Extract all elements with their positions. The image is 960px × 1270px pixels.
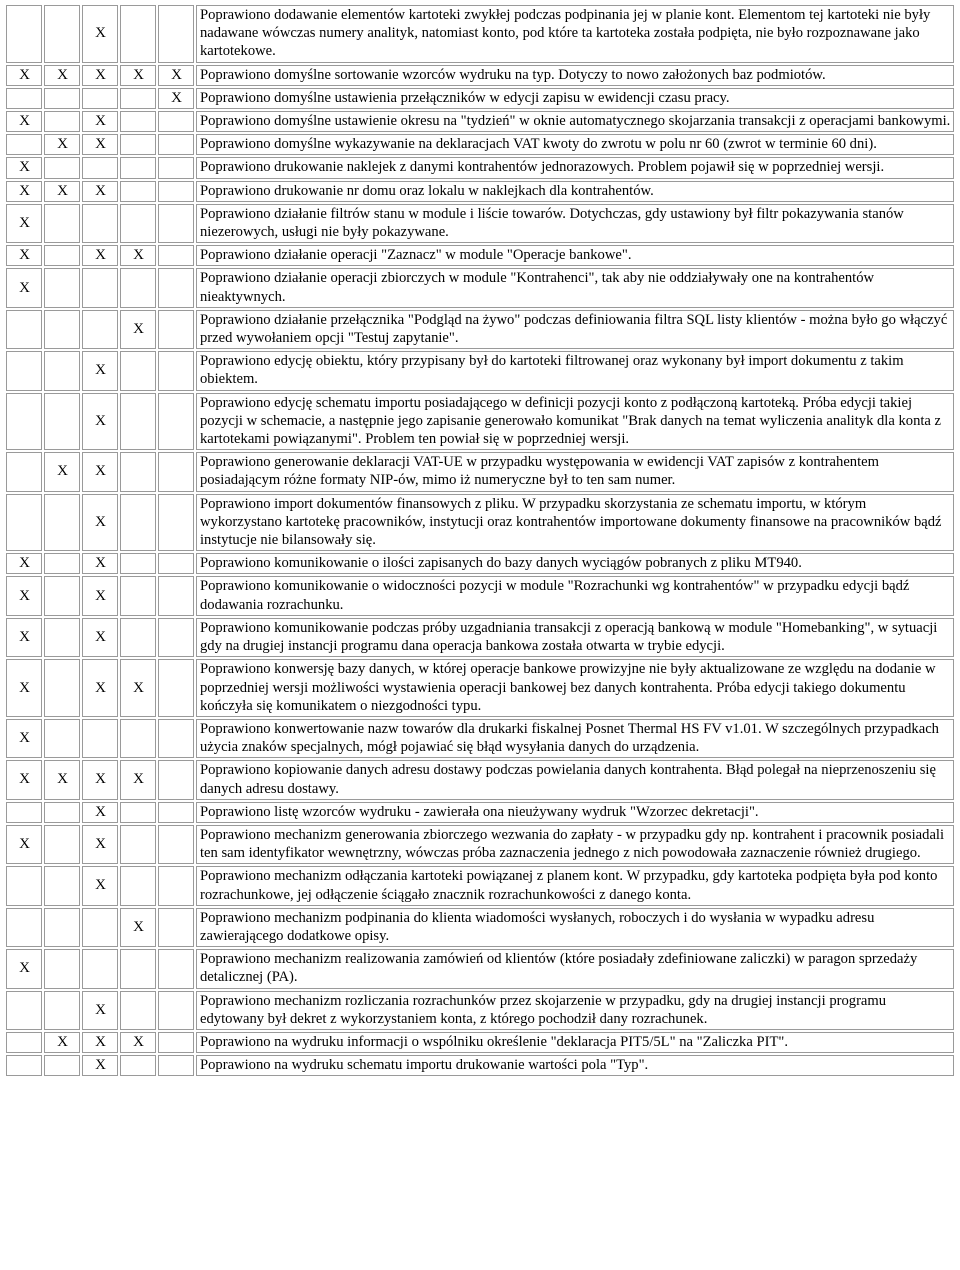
- changelog-row: [6, 908, 954, 947]
- version-mark-cell: [158, 825, 194, 864]
- changelog-row: [6, 65, 954, 86]
- version-mark-cell: X: [120, 1032, 156, 1053]
- changelog-row: [6, 88, 954, 109]
- version-mark-cell: [120, 393, 156, 451]
- version-mark-cell: [158, 1032, 194, 1053]
- version-mark-cell: [158, 134, 194, 155]
- version-mark-cell: [44, 157, 80, 178]
- changelog-row: [6, 134, 954, 155]
- version-mark-cell: [158, 553, 194, 574]
- version-mark-cell: [44, 245, 80, 266]
- version-mark-cell: X: [82, 1055, 118, 1076]
- change-description: Poprawiono domyślne ustawienie okresu na "tydzień" w oknie automatycznego skojarzania transakcji z operacjami bankowymi.: [196, 111, 954, 132]
- change-description: Poprawiono domyślne sortowanie wzorców wydruku na typ. Dotyczy to nowo założonych baz podmiotów.: [196, 65, 954, 86]
- version-mark-cell: X: [44, 760, 80, 799]
- version-mark-cell: [120, 866, 156, 905]
- change-description: Poprawiono konwersję bazy danych, w której operacje bankowe prowizyjne nie były aktualizowane ze względu na dodanie w poprzedniej wersji możliwości wystawienia operacji bankowej bez danych kontrahenta. Próba edycji takiego dokumentu kończyła się komunikatem o niezgodności typu.: [196, 659, 954, 717]
- change-description: Poprawiono drukowanie naklejek z danymi kontrahentów jednorazowych. Problem pojawił się w poprzedniej wersji.: [196, 157, 954, 178]
- version-mark-cell: X: [6, 719, 42, 758]
- version-mark-cell: [158, 157, 194, 178]
- changelog-row: [6, 181, 954, 202]
- version-mark-cell: [6, 1032, 42, 1053]
- version-mark-cell: [120, 157, 156, 178]
- changelog-rows: [6, 5, 954, 1076]
- version-mark-cell: X: [82, 134, 118, 155]
- change-description: Poprawiono mechanizm generowania zbiorczego wezwania do zapłaty - w przypadku gdy np. kontrahent i pracownik posiadali ten sam identyfikator wewnętrzny, wówczas próba zaznaczenia jednego z nich powodowała zaznaczenie również drugiego.: [196, 825, 954, 864]
- version-mark-cell: [44, 866, 80, 905]
- changelog-row: [6, 157, 954, 178]
- version-mark-cell: [158, 351, 194, 390]
- changelog-row: [6, 351, 954, 390]
- change-description: Poprawiono mechanizm realizowania zamówień od klientów (które posiadały zdefiniowane zaliczki) w paragon sprzedaży detalicznej (PA).: [196, 949, 954, 988]
- version-mark-cell: [82, 268, 118, 307]
- changelog-row: [6, 825, 954, 864]
- version-mark-cell: [120, 553, 156, 574]
- version-mark-cell: X: [82, 452, 118, 491]
- version-mark-cell: [82, 908, 118, 947]
- version-mark-cell: X: [120, 245, 156, 266]
- version-mark-cell: [120, 576, 156, 615]
- version-mark-cell: X: [6, 576, 42, 615]
- version-mark-cell: X: [44, 134, 80, 155]
- version-mark-cell: [44, 576, 80, 615]
- version-mark-cell: [44, 719, 80, 758]
- version-mark-cell: [82, 204, 118, 243]
- version-mark-cell: [120, 452, 156, 491]
- version-mark-cell: [120, 825, 156, 864]
- changelog-row: [6, 5, 954, 63]
- changelog-row: [6, 310, 954, 349]
- version-mark-cell: X: [82, 659, 118, 717]
- version-mark-cell: X: [120, 659, 156, 717]
- change-description: Poprawiono działanie operacji "Zaznacz" w module "Operacje bankowe".: [196, 245, 954, 266]
- version-mark-cell: [120, 134, 156, 155]
- changelog-row: [6, 659, 954, 717]
- version-mark-cell: [6, 88, 42, 109]
- version-mark-cell: [44, 204, 80, 243]
- change-description: Poprawiono na wydruku schematu importu drukowanie wartości pola "Typ".: [196, 1055, 954, 1076]
- version-mark-cell: [158, 310, 194, 349]
- version-mark-cell: X: [6, 111, 42, 132]
- version-mark-cell: [120, 949, 156, 988]
- version-mark-cell: [158, 719, 194, 758]
- version-mark-cell: [44, 618, 80, 657]
- changelog-row: [6, 1032, 954, 1053]
- version-mark-cell: [6, 908, 42, 947]
- change-description: Poprawiono mechanizm podpinania do klienta wiadomości wysłanych, roboczych i do wysłania w wypadku adresu zawierającego dodatkowe opisy.: [196, 908, 954, 947]
- version-mark-cell: X: [44, 181, 80, 202]
- version-mark-cell: [6, 452, 42, 491]
- changelog-table: [4, 3, 956, 1078]
- version-mark-cell: X: [82, 65, 118, 86]
- version-mark-cell: X: [6, 204, 42, 243]
- version-mark-cell: [120, 1055, 156, 1076]
- version-mark-cell: X: [82, 991, 118, 1030]
- version-mark-cell: [44, 88, 80, 109]
- version-mark-cell: [120, 991, 156, 1030]
- version-mark-cell: [120, 802, 156, 823]
- changelog-row: [6, 111, 954, 132]
- version-mark-cell: X: [158, 65, 194, 86]
- version-mark-cell: [120, 494, 156, 552]
- version-mark-cell: X: [6, 245, 42, 266]
- version-mark-cell: [82, 310, 118, 349]
- version-mark-cell: X: [120, 908, 156, 947]
- version-mark-cell: [44, 908, 80, 947]
- version-mark-cell: [158, 866, 194, 905]
- version-mark-cell: [6, 802, 42, 823]
- version-mark-cell: [6, 991, 42, 1030]
- change-description: Poprawiono edycję schematu importu posiadającego w definicji pozycji konto z podłączoną kartoteką. Próba edycji takiej pozycji w schemacie, a następnie jego zapisanie generowało komunikat "Brak danych na temat wyliczenia analityk dla konta z kartotekami powiązanymi". Problem ten powiał się w poprzedniej wersji.: [196, 393, 954, 451]
- change-description: Poprawiono komunikowanie o widoczności pozycji w module "Rozrachunki wg kontrahentów" w przypadku edycji bądź dodawania rozrachunku.: [196, 576, 954, 615]
- version-mark-cell: [44, 494, 80, 552]
- version-mark-cell: X: [44, 65, 80, 86]
- version-mark-cell: [158, 949, 194, 988]
- version-mark-cell: [44, 310, 80, 349]
- version-mark-cell: X: [82, 351, 118, 390]
- version-mark-cell: X: [120, 760, 156, 799]
- change-description: Poprawiono działanie przełącznika "Podgląd na żywo" podczas definiowania filtra SQL listy klientów - można było go włączyć przed wywołaniem opcji "Testuj zapytanie".: [196, 310, 954, 349]
- change-description: Poprawiono kopiowanie danych adresu dostawy podczas powielania danych kontrahenta. Błąd polegał na nieprzenoszeniu się danych adresu dostawy.: [196, 760, 954, 799]
- version-mark-cell: [158, 576, 194, 615]
- version-mark-cell: [44, 825, 80, 864]
- version-mark-cell: [6, 393, 42, 451]
- version-mark-cell: X: [158, 88, 194, 109]
- version-mark-cell: [44, 268, 80, 307]
- change-description: Poprawiono generowanie deklaracji VAT-UE w przypadku występowania w ewidencji VAT zapisów z kontrahentem posiadającym różne formaty NIP-ów, mimo iż numeryczne był to ten sam numer.: [196, 452, 954, 491]
- changelog-row: [6, 991, 954, 1030]
- version-mark-cell: X: [6, 268, 42, 307]
- version-mark-cell: X: [6, 65, 42, 86]
- version-mark-cell: [82, 157, 118, 178]
- version-mark-cell: [44, 659, 80, 717]
- changelog-row: [6, 760, 954, 799]
- version-mark-cell: X: [6, 553, 42, 574]
- version-mark-cell: [120, 618, 156, 657]
- version-mark-cell: [82, 949, 118, 988]
- version-mark-cell: X: [6, 659, 42, 717]
- version-mark-cell: [44, 802, 80, 823]
- version-mark-cell: [44, 111, 80, 132]
- version-mark-cell: [44, 991, 80, 1030]
- changelog-row: [6, 719, 954, 758]
- version-mark-cell: [6, 5, 42, 63]
- change-description: Poprawiono mechanizm rozliczania rozrachunków przez skojarzenie w przypadku, gdy na drugiej instancji programu edytowany był dekret z wykorzystaniem konta, z którego pochodził dany rozrachunek.: [196, 991, 954, 1030]
- version-mark-cell: [158, 908, 194, 947]
- version-mark-cell: [158, 268, 194, 307]
- version-mark-cell: [120, 204, 156, 243]
- version-mark-cell: X: [6, 181, 42, 202]
- version-mark-cell: [6, 310, 42, 349]
- version-mark-cell: [158, 1055, 194, 1076]
- version-mark-cell: [120, 5, 156, 63]
- version-mark-cell: [120, 181, 156, 202]
- version-mark-cell: [158, 393, 194, 451]
- version-mark-cell: [44, 1055, 80, 1076]
- version-mark-cell: X: [82, 111, 118, 132]
- version-mark-cell: [158, 204, 194, 243]
- changelog-row: [6, 494, 954, 552]
- version-mark-cell: X: [6, 618, 42, 657]
- version-mark-cell: X: [82, 802, 118, 823]
- version-mark-cell: X: [82, 825, 118, 864]
- version-mark-cell: X: [6, 157, 42, 178]
- version-mark-cell: [158, 494, 194, 552]
- version-mark-cell: [6, 1055, 42, 1076]
- version-mark-cell: X: [44, 1032, 80, 1053]
- change-description: Poprawiono drukowanie nr domu oraz lokalu w naklejkach dla kontrahentów.: [196, 181, 954, 202]
- version-mark-cell: X: [82, 494, 118, 552]
- changelog-row: [6, 452, 954, 491]
- version-mark-cell: X: [82, 181, 118, 202]
- change-description: Poprawiono domyślne ustawienia przełączników w edycji zapisu w ewidencji czasu pracy.: [196, 88, 954, 109]
- version-mark-cell: X: [6, 760, 42, 799]
- version-mark-cell: X: [82, 576, 118, 615]
- version-mark-cell: X: [82, 760, 118, 799]
- change-description: Poprawiono listę wzorców wydruku - zawierała ona nieużywany wydruk "Wzorzec dekretacji".: [196, 802, 954, 823]
- version-mark-cell: X: [82, 618, 118, 657]
- version-mark-cell: [6, 866, 42, 905]
- version-mark-cell: X: [82, 393, 118, 451]
- version-mark-cell: [44, 949, 80, 988]
- version-mark-cell: [158, 5, 194, 63]
- version-mark-cell: X: [44, 452, 80, 491]
- change-description: Poprawiono działanie filtrów stanu w module i liście towarów. Dotychczas, gdy ustawiony był filtr pokazywania stanów niezerowych, usługi nie były pokazywane.: [196, 204, 954, 243]
- version-mark-cell: [44, 393, 80, 451]
- change-description: Poprawiono domyślne wykazywanie na deklaracjach VAT kwoty do zwrotu w polu nr 60 (zwrot w terminie 60 dni).: [196, 134, 954, 155]
- version-mark-cell: [6, 351, 42, 390]
- version-mark-cell: X: [82, 1032, 118, 1053]
- changelog-row: [6, 802, 954, 823]
- version-mark-cell: [120, 719, 156, 758]
- version-mark-cell: [120, 351, 156, 390]
- changelog-row: [6, 553, 954, 574]
- change-description: Poprawiono komunikowanie o ilości zapisanych do bazy danych wyciągów pobranych z pliku MT940.: [196, 553, 954, 574]
- version-mark-cell: X: [82, 866, 118, 905]
- version-mark-cell: X: [82, 5, 118, 63]
- version-mark-cell: X: [120, 65, 156, 86]
- version-mark-cell: [158, 618, 194, 657]
- change-description: Poprawiono działanie operacji zbiorczych w module "Kontrahenci", tak aby nie oddziaływały one na kontrahentów nieaktywnych.: [196, 268, 954, 307]
- change-description: Poprawiono konwertowanie nazw towarów dla drukarki fiskalnej Posnet Thermal HS FV v1.01. W szczególnych przypadkach użycia znaków specjalnych, mógł pojawiać się błąd wysyłania danych do urządzenia.: [196, 719, 954, 758]
- change-description: Poprawiono mechanizm odłączania kartoteki powiązanej z planem kont. W przypadku, gdy kartoteka podpięta była pod konto rozrachunkowe, jej odłączenie ściągało znacznik rozrachunkowości z danego konta.: [196, 866, 954, 905]
- changelog-row: [6, 204, 954, 243]
- change-description: Poprawiono na wydruku informacji o wspólniku określenie "deklaracja PIT5/5L" na "Zaliczka PIT".: [196, 1032, 954, 1053]
- changelog-row: [6, 949, 954, 988]
- change-description: Poprawiono import dokumentów finansowych z pliku. W przypadku skorzystania ze schematu importu, w którym wykorzystano kartotekę pracowników, instytucji oraz kontrahentów importowane dokumenty finansowe na pracowników bądź instytucje nie bilansowały się.: [196, 494, 954, 552]
- changelog-row: [6, 576, 954, 615]
- version-mark-cell: [158, 181, 194, 202]
- version-mark-cell: [82, 88, 118, 109]
- version-mark-cell: [44, 351, 80, 390]
- version-mark-cell: [6, 134, 42, 155]
- version-mark-cell: [120, 268, 156, 307]
- version-mark-cell: [120, 88, 156, 109]
- version-mark-cell: [44, 5, 80, 63]
- version-mark-cell: X: [6, 825, 42, 864]
- changelog-row: [6, 618, 954, 657]
- version-mark-cell: [6, 494, 42, 552]
- change-description: Poprawiono komunikowanie podczas próby uzgadniania transakcji z operacją bankową w module "Homebanking", w sytuacji gdy na drugiej instancji programu dana operacja bankowa została otwarta w trybie edycji.: [196, 618, 954, 657]
- version-mark-cell: [158, 659, 194, 717]
- version-mark-cell: [158, 111, 194, 132]
- version-mark-cell: X: [82, 245, 118, 266]
- version-mark-cell: [158, 245, 194, 266]
- changelog-row: [6, 268, 954, 307]
- version-mark-cell: [158, 452, 194, 491]
- version-mark-cell: [158, 802, 194, 823]
- version-mark-cell: [158, 760, 194, 799]
- changelog-row: [6, 1055, 954, 1076]
- version-mark-cell: [120, 111, 156, 132]
- changelog-row: [6, 866, 954, 905]
- change-description: Poprawiono dodawanie elementów kartoteki zwykłej podczas podpinania jej w planie kont. Elementom tej kartoteki nie były nadawane wówczas numery analityk, natomiast konto, pod które ta kartoteka została podpięta, nie było rozpoznawane jako kartotekowe.: [196, 5, 954, 63]
- version-mark-cell: [44, 553, 80, 574]
- change-description: Poprawiono edycję obiektu, który przypisany był do kartoteki filtrowanej oraz wykonany był import dokumentu z takim obiektem.: [196, 351, 954, 390]
- version-mark-cell: X: [120, 310, 156, 349]
- version-mark-cell: X: [6, 949, 42, 988]
- changelog-row: [6, 393, 954, 451]
- changelog-row: [6, 245, 954, 266]
- version-mark-cell: X: [82, 553, 118, 574]
- version-mark-cell: [82, 719, 118, 758]
- version-mark-cell: [158, 991, 194, 1030]
